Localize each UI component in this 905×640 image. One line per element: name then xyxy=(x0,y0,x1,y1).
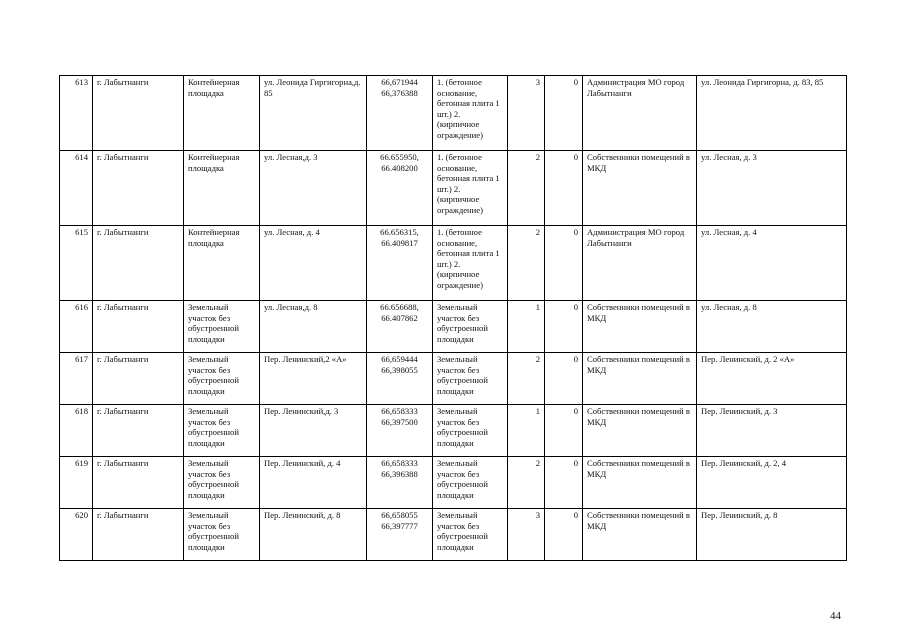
containers-count-cell: 2 xyxy=(508,226,545,301)
site-type-cell: Земельный участок без обустроенной площадки xyxy=(184,457,260,509)
site-type-cell: Контейнерная площадка xyxy=(184,226,260,301)
address-cell: Пер. Ленинский, д. 4 xyxy=(260,457,367,509)
latitude: 66.656688, xyxy=(380,302,419,312)
registry-body xyxy=(60,76,847,561)
city-cell: г. Лабытнанги xyxy=(93,509,184,561)
owner-cell: Собственники помещений в МКД xyxy=(583,353,697,405)
row-number-cell: 619 xyxy=(60,457,93,509)
waste-source-cell: Пер. Ленинский, д. 2 «А» xyxy=(697,353,847,405)
city-cell: г. Лабытнанги xyxy=(93,353,184,405)
surface-cell: 1. (бетонное основание, бетонная плита 1 шт.) 2. (кирпичное ограждение) xyxy=(433,76,508,151)
waste-source-cell: ул. Лесная, д. 4 xyxy=(697,226,847,301)
longitude: 66,397500 xyxy=(381,416,418,427)
containers-count-cell: 1 xyxy=(508,301,545,353)
site-type-cell: Земельный участок без обустроенной площадки xyxy=(184,509,260,561)
surface-cell: Земельный участок без обустроенной площадки xyxy=(433,457,508,509)
coordinates-cell xyxy=(367,301,433,353)
latitude: 66.656315, xyxy=(380,227,419,237)
site-type-cell: Земельный участок без обустроенной площадки xyxy=(184,353,260,405)
city-cell: г. Лабытнанги xyxy=(93,151,184,226)
table-row xyxy=(60,509,847,561)
owner-cell: Администрация МО город Лабытнанги xyxy=(583,226,697,301)
bunkers-count-cell: 0 xyxy=(545,151,583,226)
waste-source-cell: Пер. Ленинский, д. 3 xyxy=(697,405,847,457)
latitude: 66,658333 xyxy=(381,406,418,416)
address-cell: Пер. Ленинский, д. 8 xyxy=(260,509,367,561)
latitude: 66,658055 xyxy=(381,510,418,520)
site-type-cell: Контейнерная площадка xyxy=(184,151,260,226)
latitude: 66,671944 xyxy=(381,77,418,87)
site-type-cell: Контейнерная площадка xyxy=(184,76,260,151)
site-type-cell: Земельный участок без обустроенной площадки xyxy=(184,405,260,457)
bunkers-count-cell: 0 xyxy=(545,301,583,353)
longitude: 66.408200 xyxy=(381,162,418,173)
containers-count-cell: 1 xyxy=(508,405,545,457)
containers-count-cell: 3 xyxy=(508,509,545,561)
owner-cell: Собственники помещений в МКД xyxy=(583,509,697,561)
row-number-cell: 620 xyxy=(60,509,93,561)
longitude: 66,398055 xyxy=(381,364,418,375)
owner-cell: Собственники помещений в МКД xyxy=(583,301,697,353)
coordinates-cell xyxy=(367,226,433,301)
surface-cell: Земельный участок без обустроенной площадки xyxy=(433,301,508,353)
surface-cell: Земельный участок без обустроенной площадки xyxy=(433,353,508,405)
address-cell: Пер. Ленинский,д. 3 xyxy=(260,405,367,457)
bunkers-count-cell: 0 xyxy=(545,226,583,301)
waste-source-cell: ул. Леонида Гиргигорна, д. 83, 85 xyxy=(697,76,847,151)
coordinates-cell xyxy=(367,405,433,457)
waste-site-registry-table xyxy=(59,75,847,561)
table-row xyxy=(60,457,847,509)
surface-cell: Земельный участок без обустроенной площадки xyxy=(433,509,508,561)
containers-count-cell: 2 xyxy=(508,353,545,405)
latitude: 66,658333 xyxy=(381,458,418,468)
bunkers-count-cell: 0 xyxy=(545,405,583,457)
coordinates-cell xyxy=(367,353,433,405)
table-row xyxy=(60,301,847,353)
coordinates-cell xyxy=(367,509,433,561)
row-number-cell: 615 xyxy=(60,226,93,301)
waste-source-cell: Пер. Ленинский, д. 2, 4 xyxy=(697,457,847,509)
bunkers-count-cell: 0 xyxy=(545,509,583,561)
longitude: 66.407862 xyxy=(381,312,418,323)
row-number-cell: 616 xyxy=(60,301,93,353)
owner-cell: Администрация МО город Лабытнанги xyxy=(583,76,697,151)
row-number-cell: 614 xyxy=(60,151,93,226)
waste-source-cell: ул. Лесная, д. 3 xyxy=(697,151,847,226)
table-row xyxy=(60,226,847,301)
table-row xyxy=(60,405,847,457)
surface-cell: Земельный участок без обустроенной площадки xyxy=(433,405,508,457)
table-row xyxy=(60,76,847,151)
containers-count-cell: 2 xyxy=(508,151,545,226)
longitude: 66,376388 xyxy=(381,87,418,98)
latitude: 66.655950, xyxy=(380,152,419,162)
address-cell: ул. Лесная,д. 3 xyxy=(260,151,367,226)
city-cell: г. Лабытнанги xyxy=(93,301,184,353)
address-cell: ул. Леонида Гиргигорна,д. 85 xyxy=(260,76,367,151)
row-number-cell: 613 xyxy=(60,76,93,151)
address-cell: ул. Лесная, д. 4 xyxy=(260,226,367,301)
waste-source-cell: ул. Лесная, д. 8 xyxy=(697,301,847,353)
city-cell: г. Лабытнанги xyxy=(93,76,184,151)
owner-cell: Собственники помещений в МКД xyxy=(583,405,697,457)
longitude: 66,396388 xyxy=(381,468,418,479)
surface-cell: 1. (бетонное основание, бетонная плита 1 шт.) 2. (кирпичное ограждение) xyxy=(433,226,508,301)
owner-cell: Собственники помещений в МКД xyxy=(583,457,697,509)
coordinates-cell xyxy=(367,76,433,151)
longitude: 66.409817 xyxy=(381,237,418,248)
city-cell: г. Лабытнанги xyxy=(93,405,184,457)
latitude: 66,659444 xyxy=(381,354,418,364)
address-cell: Пер. Ленинский,2 «А» xyxy=(260,353,367,405)
bunkers-count-cell: 0 xyxy=(545,353,583,405)
waste-source-cell: Пер. Ленинский, д. 8 xyxy=(697,509,847,561)
address-cell: ул. Лесная,д. 8 xyxy=(260,301,367,353)
coordinates-cell xyxy=(367,457,433,509)
city-cell: г. Лабытнанги xyxy=(93,226,184,301)
longitude: 66,397777 xyxy=(381,520,418,531)
city-cell: г. Лабытнанги xyxy=(93,457,184,509)
site-type-cell: Земельный участок без обустроенной площадки xyxy=(184,301,260,353)
table-row xyxy=(60,151,847,226)
containers-count-cell: 2 xyxy=(508,457,545,509)
table-row xyxy=(60,353,847,405)
bunkers-count-cell: 0 xyxy=(545,76,583,151)
surface-cell: 1. (бетонное основание, бетонная плита 1 шт.) 2. (кирпичное ограждение) xyxy=(433,151,508,226)
page-number: 44 xyxy=(830,610,841,622)
owner-cell: Собственники помещений в МКД xyxy=(583,151,697,226)
containers-count-cell: 3 xyxy=(508,76,545,151)
row-number-cell: 618 xyxy=(60,405,93,457)
coordinates-cell xyxy=(367,151,433,226)
row-number-cell: 617 xyxy=(60,353,93,405)
bunkers-count-cell: 0 xyxy=(545,457,583,509)
